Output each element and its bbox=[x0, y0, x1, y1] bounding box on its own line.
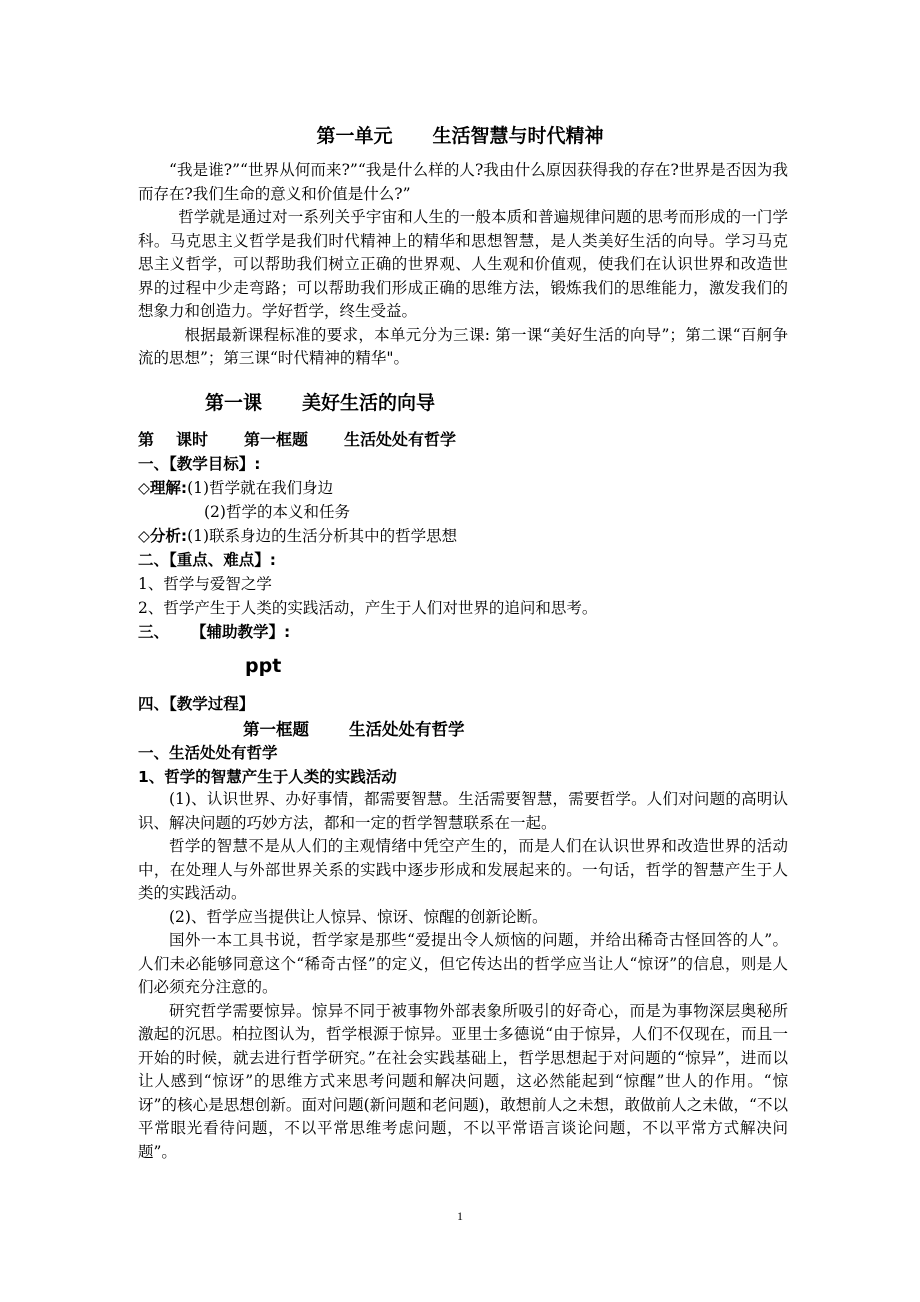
section-header-part: 第一框题 bbox=[244, 430, 309, 449]
analyze-row bbox=[138, 524, 457, 546]
aids-heading-number: 三、 bbox=[138, 623, 170, 641]
aids-heading-text: 【辅助教学】: bbox=[191, 623, 291, 641]
understand-row bbox=[138, 476, 333, 498]
lesson-title-number: 第一课 bbox=[205, 392, 263, 414]
body-section bbox=[138, 788, 788, 1164]
aids-heading bbox=[138, 620, 290, 642]
body-paragraph-2: 哲学的智慧不是从人们的主观情绪中凭空产生的，而是人们在认识世界和改造世界的活动中，在处理人与外部世界关系的实践中逐步形成和发展起来的。一句话，哲学的智慧产生于人类的实践活动。 bbox=[138, 837, 788, 902]
subheading-1: 一、生活处处有哲学 bbox=[138, 744, 278, 762]
frame-title bbox=[243, 716, 465, 740]
frame-title-text: 生活处处有哲学 bbox=[349, 720, 465, 739]
lesson-title bbox=[205, 388, 435, 415]
intro-section bbox=[138, 159, 788, 371]
objectives-heading: 一、【教学目标】: bbox=[138, 455, 261, 473]
body-paragraph-1: (1)、认识世界、办好事情，都需要智慧。生活需要智慧，需要哲学。人们对问题的高明认识、解决问题的巧妙方法，都和一定的哲学智慧联系在一起。 bbox=[138, 790, 788, 832]
section-header-part: 生活处处有哲学 bbox=[344, 430, 457, 449]
body-paragraph-3: (2)、哲学应当提供让人惊异、惊讶、惊醒的创新论断。 bbox=[169, 907, 548, 926]
understand-item-2: (2)哲学的本义和任务 bbox=[204, 503, 350, 521]
key-point-1: 1、哲学与爱智之学 bbox=[138, 575, 272, 593]
lesson-title-text: 美好生活的向导 bbox=[302, 392, 436, 414]
intro-paragraph-3: 根据最新课程标准的要求，本单元分为三课: 第一课“美好生活的向导”；第二课“百舸争流的思想”；第三课“时代精神的精华"。 bbox=[138, 325, 788, 367]
analyze-label: ◇分析: bbox=[138, 527, 188, 545]
intro-paragraph-1: “我是谁?”“世界从何而来?”“我是什么样的人?我由什么原因获得我的存在?世界是否因为我而存在?我们生命的意义和价值是什么?” bbox=[138, 161, 788, 203]
key-point-2: 2、哲学产生于人类的实践活动，产生于人们对世界的追问和思考。 bbox=[138, 599, 598, 617]
frame-title-number: 第一框题 bbox=[243, 720, 309, 739]
analyze-item: (1)联系身边的生活分析其中的哲学思想 bbox=[187, 527, 458, 545]
body-paragraph-5: 研究哲学需要惊异。惊异不同于被事物外部表象所吸引的好奇心，而是为事物深层奥秘所激起的沉思。柏拉图认为，哲学根源于惊异。亚里士多德说“由于惊异，人们不仅现在，而且一开始的时候，就去进行哲学研究。”在社会实践基础上，哲学思想起于对问题的“惊异”，进而以让人感到“惊讶”的思维方式来思考问题和解决问题，这必然能起到“惊醒”世人的作用。“惊讶”的核心是思想创新。面对问题(新问题和老问题)，敢想前人之未想，敢做前人之未做，“不以平常眼光看待问题，不以平常思维考虑问题，不以平常语言谈论问题，不以平常方式解决问题”。 bbox=[138, 1001, 788, 1161]
process-heading: 四、【教学过程】 bbox=[138, 695, 255, 713]
unit-title bbox=[0, 121, 920, 148]
section-header bbox=[138, 427, 456, 450]
unit-title-text: 生活智慧与时代精神 bbox=[432, 125, 604, 147]
subheading-2: 1、哲学的智慧产生于人类的实践活动 bbox=[138, 768, 397, 786]
aids-value: ppt bbox=[245, 655, 282, 677]
unit-title-number: 第一单元 bbox=[316, 125, 393, 147]
understand-item: (1)哲学就在我们身边 bbox=[187, 479, 334, 497]
page-number: 1 bbox=[457, 1209, 463, 1223]
key-points-heading: 二、【重点、难点】: bbox=[138, 551, 276, 569]
intro-paragraph-2: 哲学就是通过对一系列关乎宇宙和人生的一般本质和普遍规律问题的思考而形成的一门学科。马克思主义哲学是我们时代精神上的精华和思想智慧，是人类美好生活的向导。学习马克思主义哲学，可以帮助我们树立正确的世界观、人生观和价值观，使我们在认识世界和改造世界的过程中少走弯路；可以帮助我们形成正确的思维方法，锻炼我们的思维能力，激发我们的想象力和创造力。学好哲学，终生受益。 bbox=[138, 208, 788, 320]
understand-label: ◇理解: bbox=[138, 479, 188, 497]
section-header-part: 第 bbox=[138, 430, 155, 449]
body-paragraph-4: 国外一本工具书说，哲学家是那些“爱提出令人烦恼的问题，并给出稀奇古怪回答的人”。人们未必能够同意这个“稀奇古怪”的定义，但它传达出的哲学应当让人“惊讶”的信息，则是人们必须充分注意的。 bbox=[138, 931, 788, 996]
section-header-part: 课时 bbox=[176, 430, 209, 449]
